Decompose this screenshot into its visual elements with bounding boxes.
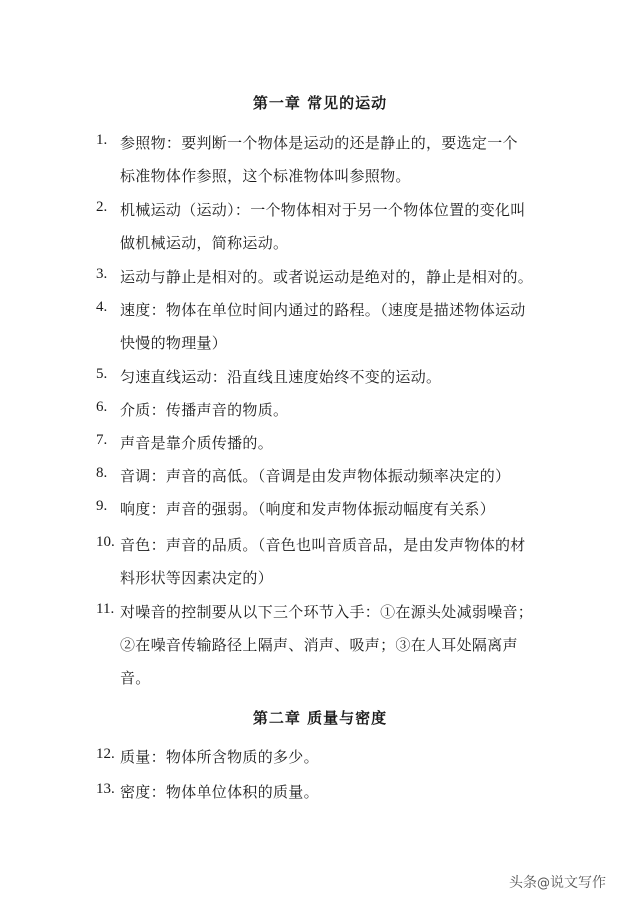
- item-text-line: 料形状等因素决定的）: [120, 569, 274, 587]
- item-text-line: 响度：声音的强弱。（响度和发声物体振动幅度有关系）: [120, 500, 496, 518]
- item-number: 12.: [96, 746, 115, 762]
- item-number: 2.: [96, 199, 108, 215]
- item-text-line: 做机械运动，简称运动。: [120, 234, 289, 252]
- item-text-line: 介质：传播声音的物质。: [120, 401, 289, 419]
- item-text-line: 快慢的物理量）: [120, 334, 228, 352]
- item-number: 1.: [96, 132, 108, 148]
- watermark-author: 说文写作: [550, 875, 606, 891]
- item-text-line: 声音是靠介质传播的。: [120, 434, 274, 452]
- item-number: 3.: [96, 266, 108, 282]
- item-text-line: 速度：物体在单位时间内通过的路程。（速度是描述物体运动: [120, 301, 526, 319]
- item-number: 4.: [96, 299, 108, 315]
- item-text-line: 标准物体作参照，这个标准物体叫参照物。: [120, 167, 411, 185]
- item-text-line: 参照物：要判断一个物体是运动的还是静止的，要选定一个: [120, 134, 518, 152]
- item-text-line: 匀速直线运动：沿直线且速度始终不变的运动。: [120, 368, 442, 386]
- item-text-line: ②在噪音传输路径上隔声、消声、吸声；③在人耳处隔离声: [120, 636, 518, 654]
- item-text-line: 音。: [120, 669, 151, 687]
- item-number: 7.: [96, 432, 108, 448]
- item-text-line: 对噪音的控制要从以下三个环节入手：①在源头处减弱噪音；: [120, 603, 534, 621]
- item-text-line: 密度：物体单位体积的质量。: [120, 783, 319, 801]
- watermark: [509, 872, 606, 892]
- item-number: 13.: [96, 781, 115, 797]
- item-text-line: 音调：声音的高低。（音调是由发声物体振动频率决定的）: [120, 467, 511, 485]
- watermark-source: 头条: [509, 875, 537, 891]
- item-number: 11.: [96, 601, 115, 617]
- item-text-line: 质量：物体所含物质的多少。: [120, 748, 319, 766]
- item-number: 10.: [96, 534, 115, 550]
- item-number: 8.: [96, 465, 108, 481]
- item-text-line: 音色：声音的品质。（音色也叫音质音品，是由发声物体的材: [120, 536, 526, 554]
- item-number: 9.: [96, 498, 108, 514]
- item-number: 6.: [96, 399, 108, 415]
- chapter-1-title: 第一章 常见的运动: [252, 94, 388, 112]
- watermark-at: @: [537, 876, 550, 891]
- item-text-line: 机械运动（运动）：一个物体相对于另一个物体位置的变化叫: [120, 201, 526, 219]
- chapter-2-title: 第二章 质量与密度: [252, 709, 388, 727]
- item-number: 5.: [96, 366, 108, 382]
- item-text-line: 运动与静止是相对的。或者说运动是绝对的，静止是相对的。: [120, 268, 534, 286]
